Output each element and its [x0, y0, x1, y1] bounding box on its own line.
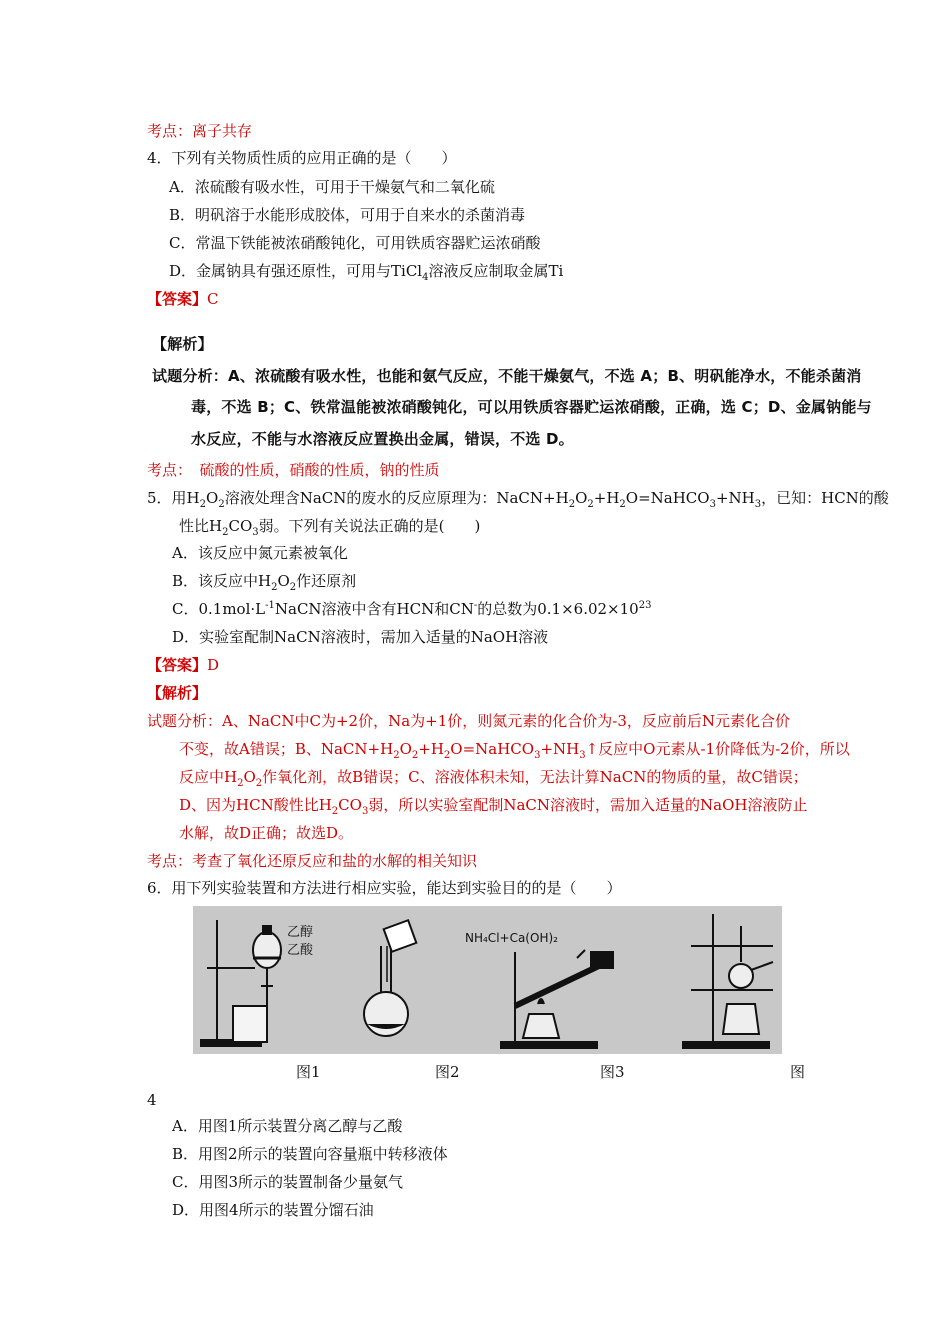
- q4-kaodian: 考点： 硫酸的性质，硝酸的性质，钠的性质: [147, 461, 440, 479]
- q5-option-a: A．该反应中氮元素被氧化: [172, 544, 348, 562]
- q5-analysis-line-3: 反应中$H_2O_2$作氧化剂，故B错误；C、溶液体积未知，无法计算NaCN的物质的量，故C错误；: [179, 768, 808, 789]
- q4-analysis-label: 【解析】: [152, 335, 213, 353]
- q4-option-c: C．常温下铁能被浓硝酸钝化，可用铁质容器贮运浓硝酸: [169, 234, 541, 252]
- q4-analysis-line-1: 试题分析：A、浓硫酸有吸水性，也能和氨气反应，不能干燥氨气，不选 A；B、明矾能净水，不能杀菌消: [152, 367, 862, 385]
- q4-option-a: A．浓硫酸有吸水性，可用于干燥氨气和二氧化硫: [169, 178, 495, 196]
- fig4-distillation-setup: [683, 914, 773, 1048]
- q4-option-d: D．金属钠具有强还原性，可用与TiCl$_4$溶液反应制取金属Ti: [169, 262, 564, 283]
- q5-option-b: B．该反应中$H_2O_2$作还原剂: [172, 572, 357, 593]
- q5-analysis-line-1: 试题分析：A、NaCN中C为+2价，Na为+1价，则氮元素的化合价为-3，反应前后N元素化合价: [147, 712, 791, 730]
- q5-stem-line-2: 性比$H_2CO_3$弱。下列有关说法正确的是( ): [179, 517, 481, 538]
- fig3-ammonia-generation: [501, 950, 613, 1048]
- caption-fig1: 图1: [296, 1063, 321, 1081]
- q6-apparatus-figure: [193, 906, 782, 1054]
- q6-option-c: C．用图3所示的装置制备少量氨气: [172, 1173, 404, 1191]
- fig1-label-acetic-acid: 乙酸: [287, 943, 314, 958]
- q4-analysis-line-2: 毒，不选 B；C、铁常温能被浓硝酸钝化，可以用铁质容器贮运浓硝酸，正确，选 C；D、金属钠能与: [191, 398, 872, 416]
- fig1-separatory-funnel: [201, 920, 281, 1046]
- q5-stem-line-1: 5．用$H_2O_2$溶液处理含NaCN的废水的反应原理为：$NaCN+H_2O_2+H_2O=NaHCO_3+NH_3$，已知：HCN的酸: [147, 489, 889, 510]
- q6-option-d: D．用图4所示的装置分馏石油: [172, 1201, 374, 1219]
- apparatus-drawing: [193, 906, 782, 1054]
- fig3-label-reagents: NH₄Cl+Ca(OH)₂: [465, 931, 558, 945]
- q4-analysis-line-3: 水反应，不能与水溶液反应置换出金属，错误，不选 D。: [191, 430, 574, 448]
- fig2-volumetric-flask: [364, 920, 416, 1036]
- q6-option-a: A．用图1所示装置分离乙醇与乙酸: [172, 1117, 403, 1135]
- q5-option-c: C．$0.1mol\cdot L^{-1}NaCN$溶液中含有HCN和CN-的总数为$0.1\times 6.02\times 10^{23}$: [172, 600, 652, 618]
- q4-option-b: B．明矾溶于水能形成胶体，可用于自来水的杀菌消毒: [169, 206, 526, 224]
- caption-fig4: 图: [790, 1063, 806, 1081]
- q5-option-d: D．实验室配制NaCN溶液时，需加入适量的NaOH溶液: [172, 628, 549, 646]
- q4-stem: 4．下列有关物质性质的应用正确的是（ ）: [147, 149, 457, 167]
- caption-fig2: 图2: [435, 1063, 460, 1081]
- caption-fig3: 图3: [600, 1063, 625, 1081]
- caption-fig4-wrap: 4: [147, 1091, 157, 1109]
- q6-stem: 6．用下列实验装置和方法进行相应实验，能达到实验目的的是（ ）: [147, 879, 622, 897]
- q3-kaodian: 考点：离子共存: [147, 122, 253, 140]
- q5-analysis-line-2: 不变，故A错误；B、$NaCN+H_2O_2+H_2O=NaHCO_3+NH_3↑$反应中O元素从-1价降低为-2价，所以: [179, 740, 850, 761]
- q4-answer: 【答案】C: [147, 290, 219, 308]
- q6-option-b: B．用图2所示的装置向容量瓶中转移液体: [172, 1145, 448, 1163]
- q5-analysis-line-4: D、因为HCN酸性比$H_2CO_3$弱，所以实验室配制NaCN溶液时，需加入适量的NaOH溶液防止: [179, 796, 808, 817]
- q5-answer: 【答案】D: [147, 656, 220, 674]
- q5-kaodian: 考点：考查了氧化还原反应和盐的水解的相关知识: [147, 852, 478, 870]
- q5-analysis-line-5: 水解，故D正确；故选D。: [179, 824, 354, 842]
- q5-analysis-label: 【解析】: [147, 684, 208, 702]
- fig1-label-ethanol: 乙醇: [287, 925, 314, 940]
